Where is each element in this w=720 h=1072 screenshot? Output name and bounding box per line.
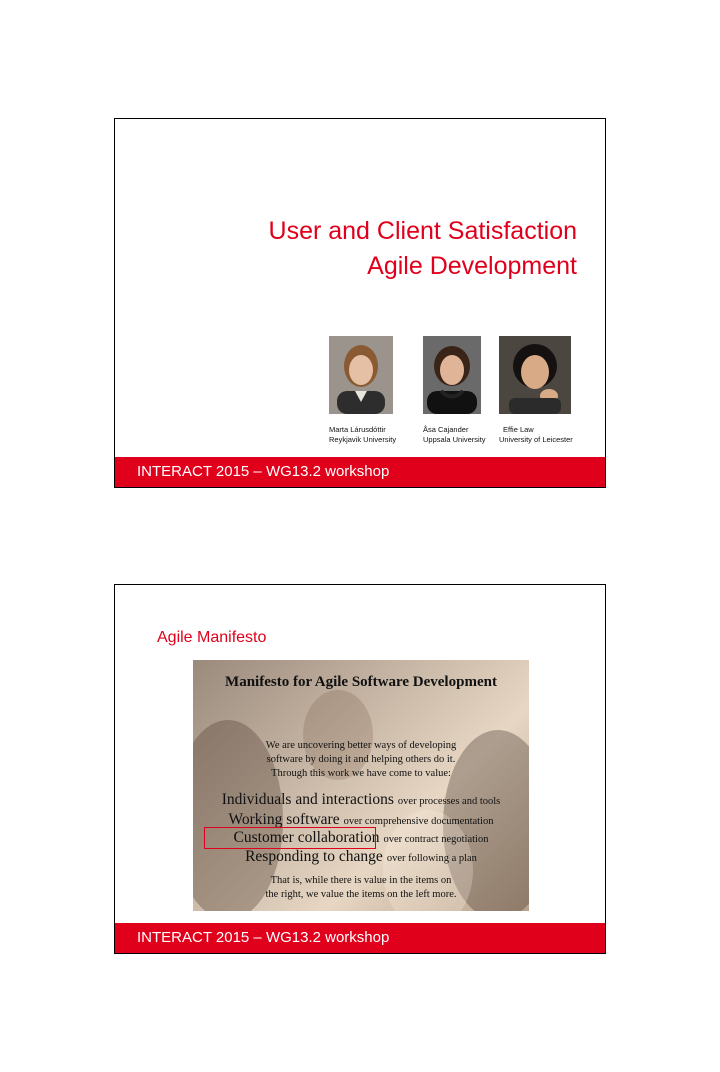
manifesto-closing-1: That is, while there is value in the items on xyxy=(270,875,452,886)
value-left: Working software xyxy=(228,811,340,828)
person-affiliation: Uppsala University xyxy=(423,435,486,444)
value-left: Individuals and interactions xyxy=(221,791,394,808)
person-name: Åsa Cajander xyxy=(423,425,469,434)
title-line-2: Agile Development xyxy=(367,252,577,280)
slide-1 xyxy=(114,118,606,488)
caption-marta xyxy=(329,425,396,445)
person-affiliation: Reykjavik University xyxy=(329,435,397,444)
slide-2-footer: INTERACT 2015 – WG13.2 workshop xyxy=(115,923,605,953)
manifesto-closing-2: the right, we value the items on the left more. xyxy=(265,889,457,900)
caption-effie xyxy=(499,425,573,445)
manifesto-intro-2: software by doing it and helping others do it. xyxy=(266,754,456,765)
value-right: over following a plan xyxy=(386,853,477,864)
slide-2-title: Agile Manifesto xyxy=(157,629,267,646)
slide-1-footer: INTERACT 2015 – WG13.2 workshop xyxy=(115,457,605,487)
value-left: Customer collaboration xyxy=(233,829,380,846)
value-right: over contract negotiation xyxy=(383,834,489,845)
manifesto-value-row xyxy=(193,791,529,809)
manifesto-value-row xyxy=(193,848,529,866)
manifesto-heading: Manifesto for Agile Software Development xyxy=(225,674,497,690)
caption-asa xyxy=(423,425,486,445)
photo-asa xyxy=(423,336,481,414)
slide-1-title xyxy=(269,214,577,284)
value-left: Responding to change xyxy=(245,848,383,865)
manifesto-image xyxy=(193,660,529,911)
manifesto-intro-1: We are uncovering better ways of developing xyxy=(265,740,457,751)
photo-effie xyxy=(499,336,571,414)
person-name: Marta Lárusdóttir xyxy=(329,425,386,434)
person-name: Effie Law xyxy=(503,425,534,434)
photo-marta xyxy=(329,336,393,414)
slide-2 xyxy=(114,584,606,954)
value-right: over comprehensive documentation xyxy=(343,816,494,827)
value-right: over processes and tools xyxy=(397,796,501,807)
title-line-1: User and Client Satisfaction xyxy=(268,217,577,245)
highlight-box xyxy=(204,827,376,849)
background-figure xyxy=(303,690,373,780)
person-affiliation: University of Leicester xyxy=(499,435,573,444)
manifesto-intro-3: Through this work we have come to value: xyxy=(271,768,451,779)
